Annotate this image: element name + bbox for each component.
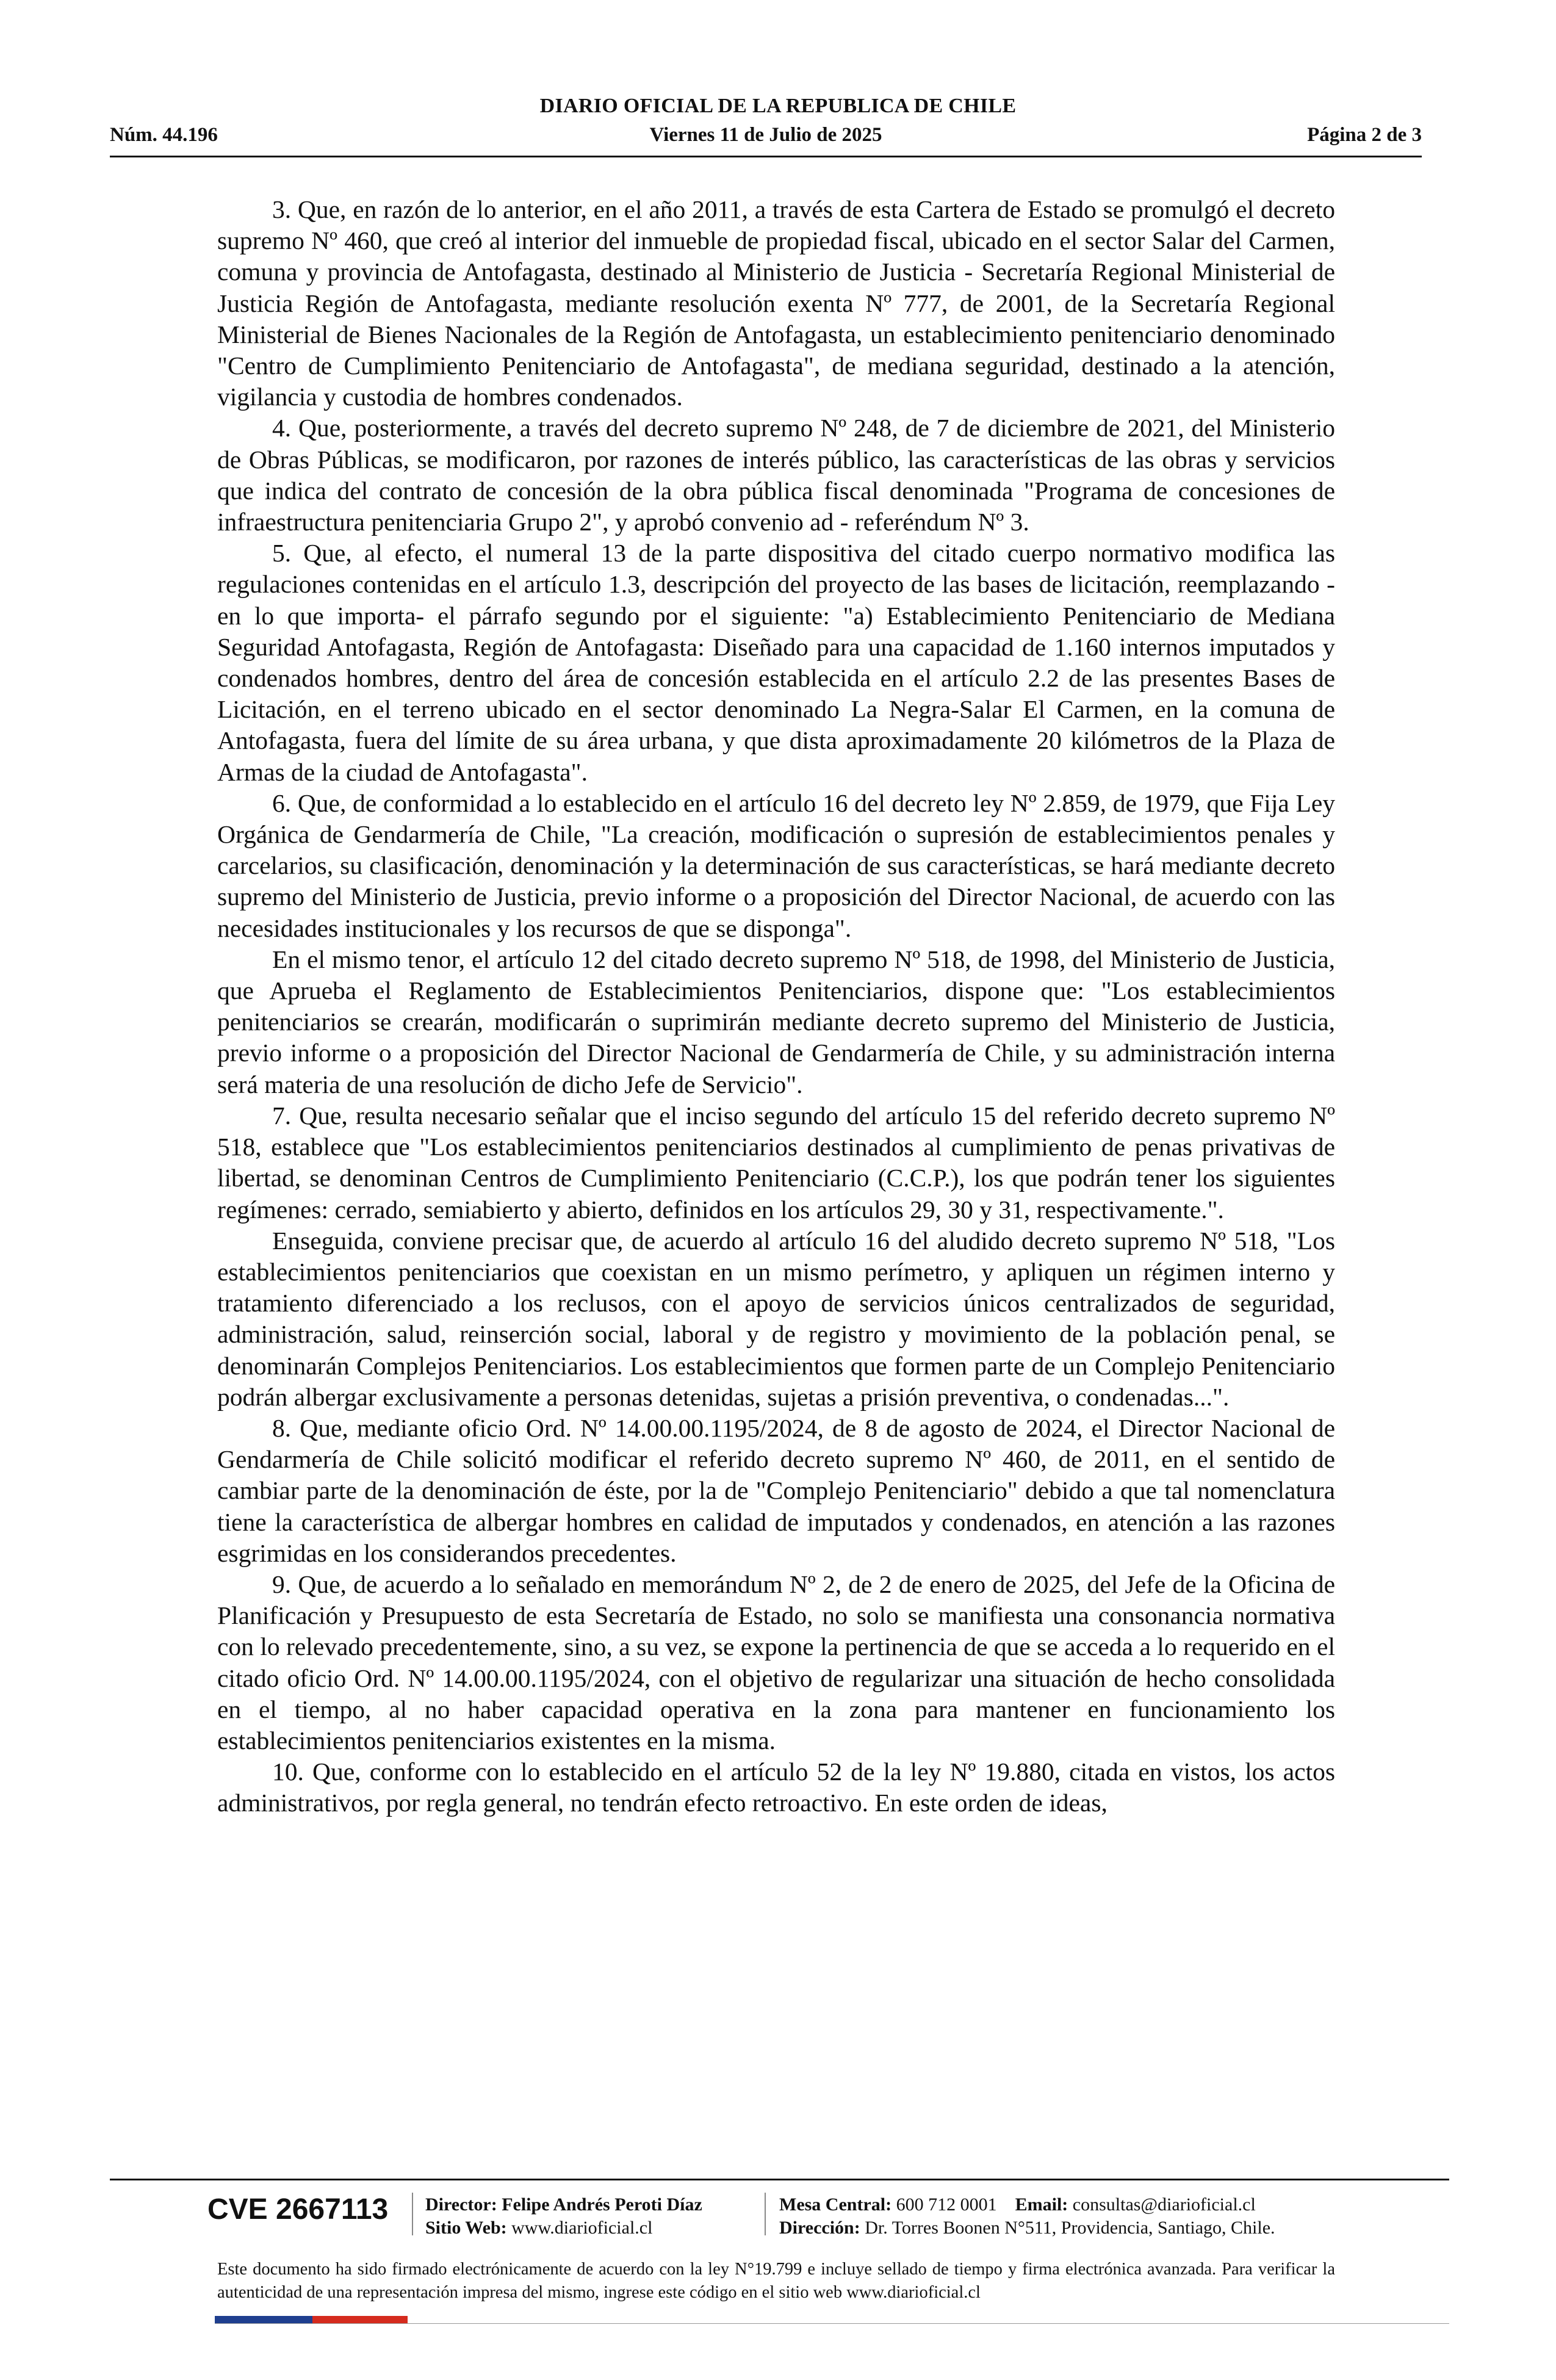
phone-number: 600 712 0001 bbox=[896, 2194, 997, 2215]
flag-stripe-blue bbox=[215, 2316, 312, 2323]
document-body bbox=[217, 194, 1335, 1819]
paragraph-7-continued: Enseguida, conviene precisar que, de acuerdo al artículo 16 del aludido decreto supremo Nº 518, "Los establecimientos penitenciarios que coexistan en un mismo perímetro, y apliquen un régimen interno y tratamiento diferenciado a los reclusos, con el apoyo de servicios únicos centralizados de seguridad, administración, salud, reinserción social, laboral y de registro y movimiento de la población penal, se denominarán Complejos Penitenciarios. Los establecimientos que formen parte de un Complejo Penitenciario podrán albergar exclusivamente a personas detenidas, sujetas a prisión preventiva, o condenadas...". bbox=[217, 1226, 1335, 1411]
header-divider bbox=[110, 156, 1422, 157]
footer-separator bbox=[412, 2193, 413, 2235]
website-label: Sitio Web: bbox=[425, 2218, 507, 2238]
paragraph-3: 3. Que, en razón de lo anterior, en el año 2011, a través de esta Cartera de Estado se promulgó el decreto supremo Nº 460, que creó al interior del inmueble de propiedad fiscal, ubicado en el sector Salar del Carmen, comuna y provincia de Antofagasta, destinado al Ministerio de Justicia - Secretaría Regional Ministerial de Justicia Región de Antofagasta, mediante resolución exenta Nº 777, de 2001, de la Secretaría Regional Ministerial de Bienes Nacionales de la Región de Antofagasta, un establecimiento penitenciario denominado "Centro de Cumplimiento Penitenciario de Antofagasta", de mediana seguridad, destinado a la atención, vigilancia y custodia de hombres condenados. bbox=[217, 195, 1335, 411]
footer-separator bbox=[765, 2193, 766, 2235]
paragraph-6-continued: En el mismo tenor, el artículo 12 del citado decreto supremo Nº 518, de 1998, del Ministerio de Justicia, que Aprueba el Reglamento de Establecimientos Penitenciarios, dispone que: "Los establecimientos penitenciarios se crearán, modificarán o suprimirán mediante decreto supremo del Ministerio de Justicia, previo informe o a proposición del Director Nacional de Gendarmería de Chile, y su administración interna será materia de una resolución de dicho Jefe de Servicio". bbox=[217, 945, 1335, 1098]
issue-number: Núm. 44.196 bbox=[110, 124, 218, 146]
paragraph-8: 8. Que, mediante oficio Ord. Nº 14.00.00.1195/2024, de 8 de agosto de 2024, el Director Nacional de Gendarmería de Chile solicitó modificar el referido decreto supremo Nº 460, de 2011, en el sentido de cambiar parte de la denominación de éste, por la de "Complejo Penitenciario" debido a que tal nomenclatura tiene la característica de albergar hombres en calidad de imputados y condenados, en atención a las razones esgrimidas en los considerandos precedentes. bbox=[217, 1413, 1335, 1567]
electronic-signature-notice: Este documento ha sido firmado electrónicamente de acuerdo con la ley N°19.799 e incluye sellado de tiempo y firma electrónica avanzada. Para verificar la autenticidad de una representación impresa del mismo, ingrese este código en el sitio web www.diarioficial.cl bbox=[217, 2260, 1335, 2302]
phone-label: Mesa Central: bbox=[779, 2194, 892, 2215]
cve-code: CVE 2667113 bbox=[207, 2193, 389, 2226]
paragraph-7: 7. Que, resulta necesario señalar que el inciso segundo del artículo 15 del referido decreto supremo Nº 518, establece que "Los establecimientos penitenciarios destinados al cumplimiento de penas privativas de libertad, se denominan Centros de Cumplimiento Penitenciario (C.C.P.), los que podrán tener los siguientes regímenes: cerrado, semiabierto y abierto, definidos en los artículos 29, 30 y 31, respectivamente.". bbox=[217, 1101, 1335, 1224]
paragraph-5: 5. Que, al efecto, el numeral 13 de la parte dispositiva del citado cuerpo normativo modifica las regulaciones contenidas en el artículo 1.3, descripción del proyecto de las bases de licitación, reemplazando -en lo que importa- el párrafo segundo por el siguiente: "a) Establecimiento Penitenciario de Mediana Seguridad Antofagasta, Región de Antofagasta: Diseñado para una capacidad de 1.160 internos imputados y condenados hombres, dentro del área de concesión establecida en el artículo 2.2 de las presentes Bases de Licitación, en el terreno ubicado en el sector denominado La Negra-Salar El Carmen, en la comuna de Antofagasta, fuera del límite de su área urbana, y que dista aproximadamente 20 kilómetros de la Plaza de Armas de la ciudad de Antofagasta". bbox=[217, 539, 1335, 786]
flag-stripe-red bbox=[312, 2316, 408, 2323]
page-indicator: Página 2 de 3 bbox=[1307, 124, 1422, 146]
email-label: Email: bbox=[1015, 2194, 1068, 2215]
website-link[interactable]: www.diarioficial.cl bbox=[511, 2218, 653, 2238]
bottom-divider bbox=[215, 2323, 1449, 2324]
paragraph-10: 10. Que, conforme con lo establecido en el artículo 52 de la ley Nº 19.880, citada en vistos, los actos administrativos, por regla general, no tendrán efecto retroactivo. En este orden de ideas, bbox=[217, 1758, 1335, 1817]
address-label: Dirección: bbox=[779, 2218, 860, 2238]
paragraph-6: 6. Que, de conformidad a lo establecido en el artículo 16 del decreto ley Nº 2.859, de 1979, que Fija Ley Orgánica de Gendarmería de Chile, "La creación, modificación o supresión de establecimientos penales y carcelarios, su clasificación, denominación y la determinación de sus características, se hará mediante decreto supremo del Ministerio de Justicia, previo informe o a proposición del Director Nacional, de acuerdo con las necesidades institucionales y los recursos de que se disponga". bbox=[217, 788, 1335, 942]
footer-divider bbox=[110, 2179, 1449, 2180]
email-link[interactable]: consultas@diarioficial.cl bbox=[1072, 2194, 1256, 2215]
newspaper-title: DIARIO OFICIAL DE LA REPUBLICA DE CHILE bbox=[539, 95, 1017, 117]
director-name: Felipe Andrés Peroti Díaz bbox=[502, 2194, 702, 2215]
paragraph-4: 4. Que, posteriormente, a través del decreto supremo Nº 248, de 7 de diciembre de 2021, del Ministerio de Obras Públicas, se modificaron, por razones de interés público, las características de las obras y servicios que indica del contrato de concesión de la obra pública fiscal denominada "Programa de concesiones de infraestructura penitenciaria Grupo 2", y aprobó convenio ad - referéndum Nº 3. bbox=[217, 414, 1335, 536]
paragraph-9: 9. Que, de acuerdo a lo señalado en memorándum Nº 2, de 2 de enero de 2025, del Jefe de la Oficina de Planificación y Presupuesto de esta Secretaría de Estado, no solo se manifiesta una consonancia normativa con lo relevado precedentemente, sino, a su vez, se expone la pertinencia de que se acceda a lo requerido en el citado oficio Ord. Nº 14.00.00.1195/2024, con el objetivo de regularizar una situación de hecho consolidada en el tiempo, al no haber capacidad operativa en la zona para mantener en funcionamiento los establecimientos penitenciarios existentes en la misma. bbox=[217, 1570, 1335, 1754]
address-text: Dr. Torres Boonen N°511, Providencia, Santiago, Chile. bbox=[865, 2218, 1275, 2238]
footer-contact-block bbox=[779, 2193, 1275, 2240]
director-label: Director: bbox=[425, 2194, 497, 2215]
issue-date: Viernes 11 de Julio de 2025 bbox=[649, 124, 882, 146]
footer-director-block bbox=[425, 2193, 702, 2240]
header-row bbox=[110, 124, 1422, 151]
